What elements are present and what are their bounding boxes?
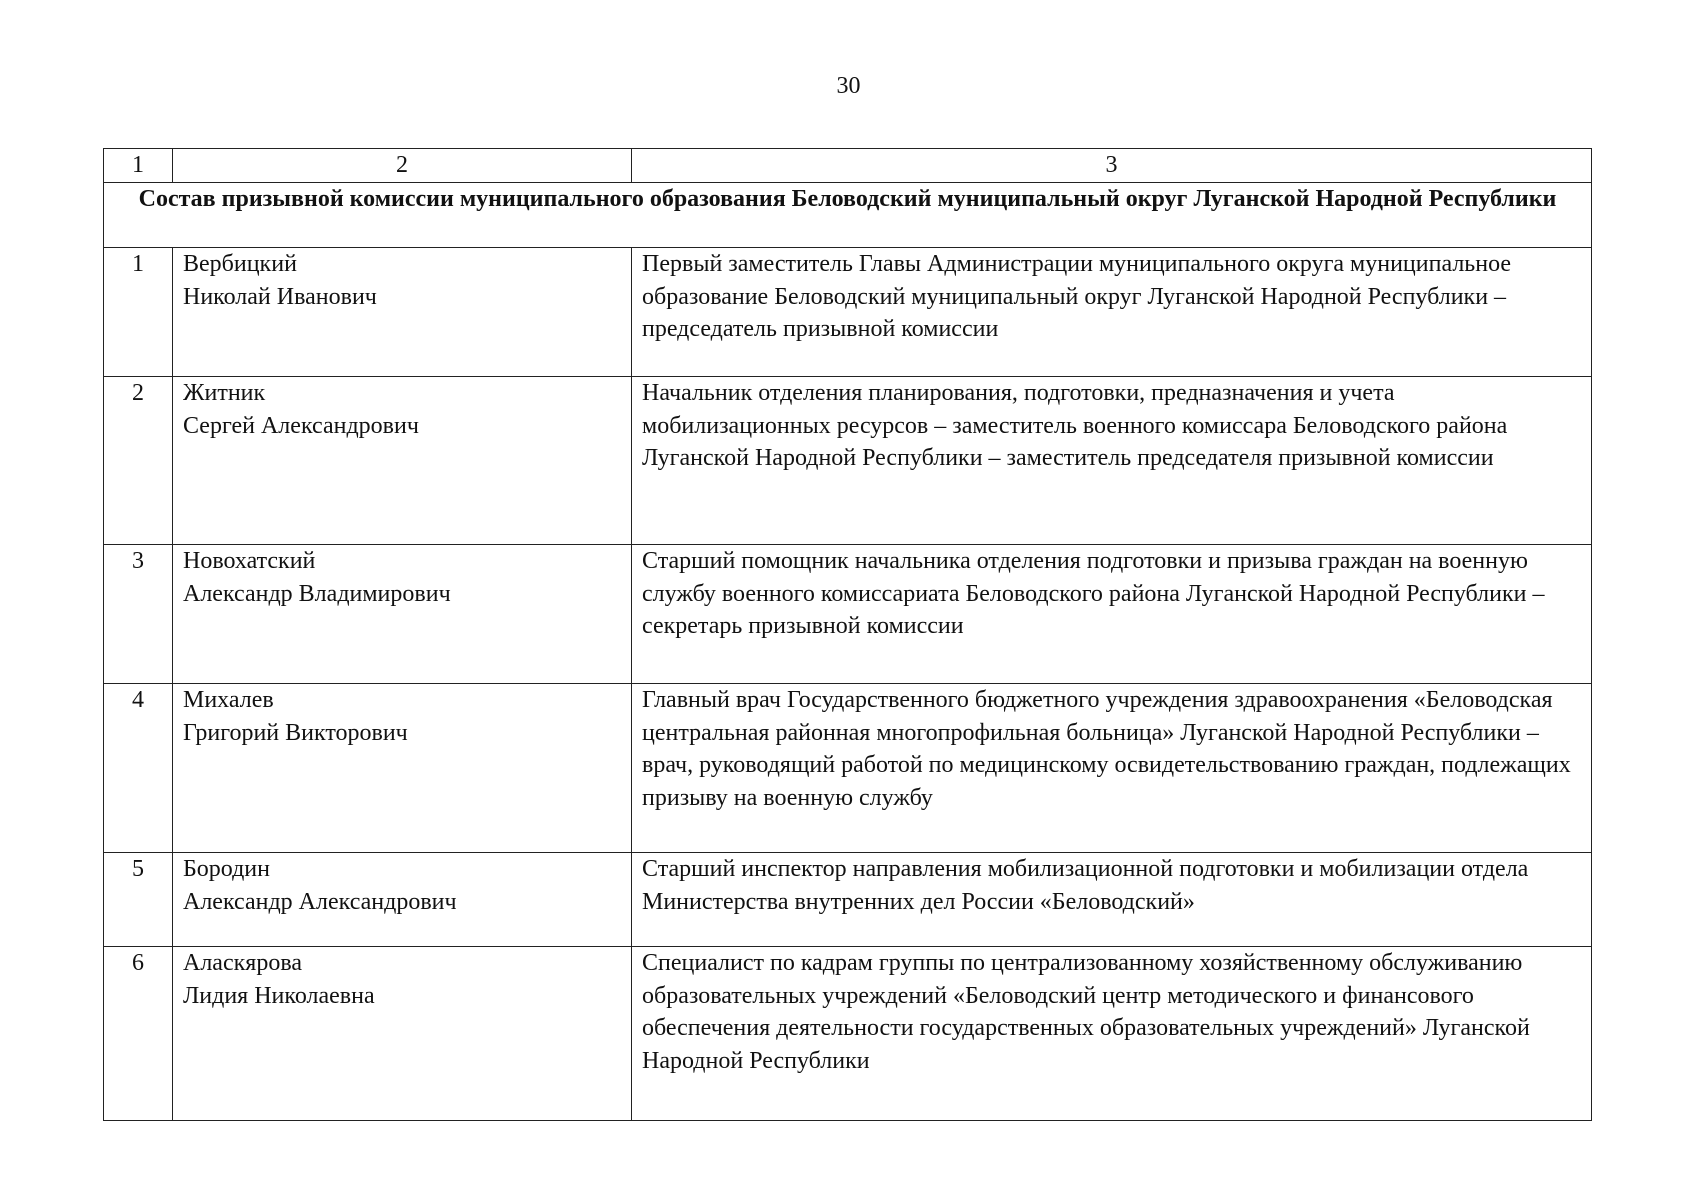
row-number: 1 (104, 248, 173, 377)
commission-table (103, 148, 1592, 1121)
member-position-text: Специалист по кадрам группы по централизованному хозяйственному обслуживанию образовательных учреждений «Беловодский центр методического и финансового обеспечения деятельности государственных образовательных учреждений» Луганской Народной Республики (642, 950, 1530, 1074)
row-number: 2 (104, 377, 173, 545)
member-surname: Бородин (183, 856, 270, 882)
member-surname: Житник (183, 380, 266, 406)
section-title-row (104, 183, 1592, 248)
member-position (632, 947, 1592, 1121)
column-number-1: 1 (104, 149, 173, 183)
column-number-row (104, 149, 1592, 183)
member-position (632, 853, 1592, 947)
member-name (173, 545, 632, 684)
member-given-names: Александр Владимирович (183, 580, 451, 607)
row-number: 4 (104, 684, 173, 853)
member-surname: Новохатский (183, 548, 316, 574)
member-given-names: Сергей Александрович (183, 412, 419, 439)
member-name (173, 853, 632, 947)
row-number: 3 (104, 545, 173, 684)
member-position (632, 377, 1592, 545)
member-surname: Аласкярова (183, 950, 302, 976)
member-given-names: Лидия Николаевна (183, 982, 375, 1009)
table-row (104, 684, 1592, 853)
section-title: Состав призывной комиссии муниципального образования Беловодский муниципальный округ Луганской Народной Республики (104, 183, 1592, 248)
member-name (173, 947, 632, 1121)
table-row (104, 248, 1592, 377)
member-name (173, 248, 632, 377)
row-number: 6 (104, 947, 173, 1121)
member-position-text: Начальник отделения планирования, подготовки, предназначения и учета мобилизационных ресурсов – заместитель военного комиссара Беловодского района Луганской Народной Республики – заместитель председателя призывной комиссии (642, 380, 1508, 471)
member-surname: Михалев (183, 687, 274, 713)
member-position (632, 545, 1592, 684)
page-number: 30 (836, 73, 861, 99)
member-position-text: Старший инспектор направления мобилизационной подготовки и мобилизации отдела Министерства внутренних дел России «Беловодский» (642, 856, 1529, 915)
member-name (173, 684, 632, 853)
table-row (104, 545, 1592, 684)
member-given-names: Александр Александрович (183, 888, 457, 915)
member-position-text: Старший помощник начальника отделения подготовки и призыва граждан на военную службу военного комиссариата Беловодского района Луганской Народной Республики – секретарь призывной комиссии (642, 548, 1545, 639)
member-given-names: Николай Иванович (183, 283, 377, 310)
member-given-names: Григорий Викторович (183, 719, 408, 746)
member-position (632, 248, 1592, 377)
member-name (173, 377, 632, 545)
member-position (632, 684, 1592, 853)
member-position-text: Первый заместитель Главы Администрации муниципального округа муниципальное образование Беловодский муниципальный округ Луганской Народной Республики – председатель призывной комиссии (642, 251, 1512, 342)
table-row (104, 947, 1592, 1121)
table-row (104, 853, 1592, 947)
column-number-2: 2 (173, 149, 632, 183)
row-number: 5 (104, 853, 173, 947)
table-row (104, 377, 1592, 545)
member-surname: Вербицкий (183, 251, 297, 277)
column-number-3: 3 (632, 149, 1592, 183)
member-position-text: Главный врач Государственного бюджетного учреждения здравоохранения «Беловодская центральная районная многопрофильная больница» Луганской Народной Республики – врач, руководящий работой по медицинскому освидетельствованию граждан, подлежащих призыву на военную службу (642, 687, 1571, 811)
